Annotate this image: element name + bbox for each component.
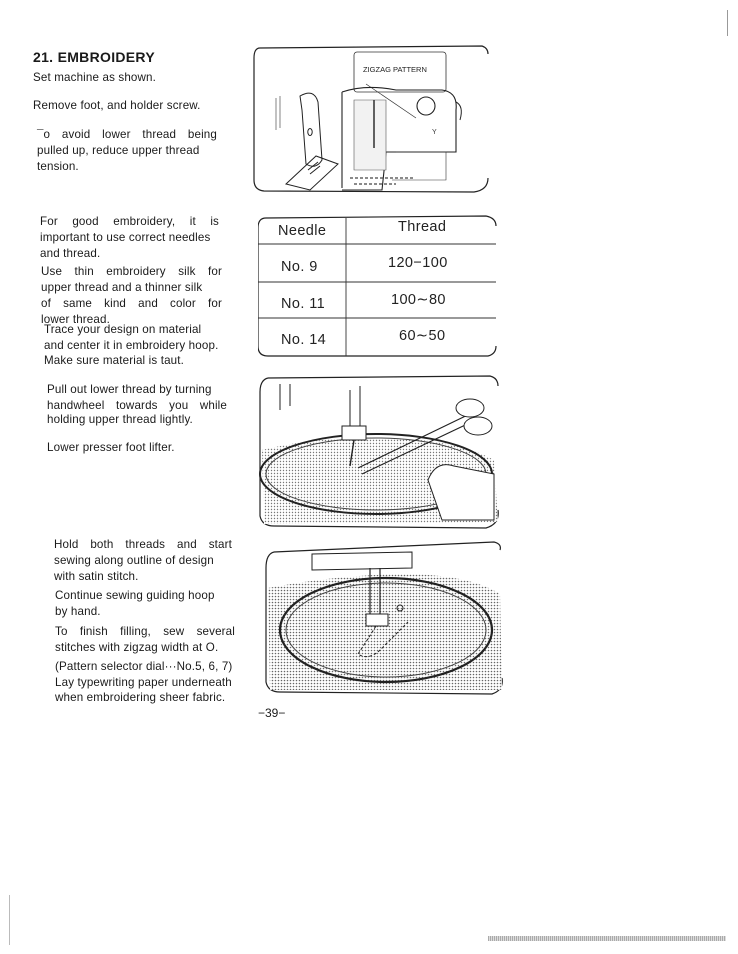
step-avoid-line-2: pulled up, reduce upper thread xyxy=(37,144,200,157)
step-pull-line-3: holding upper thread lightly. xyxy=(47,413,193,426)
step-good-line-3: and thread. xyxy=(40,247,101,260)
section-number: 21. xyxy=(33,49,54,65)
table-thread-100-80: 100∼80 xyxy=(391,292,446,308)
table-header-thread: Thread xyxy=(398,219,447,235)
figure-machine-setup xyxy=(246,40,492,198)
step-trace-line-2: and center it in embroidery hoop. xyxy=(44,339,219,352)
step-lower-lifter: Lower presser foot lifter. xyxy=(47,441,175,454)
step-good-line-2: important to use correct needles xyxy=(40,231,211,244)
figure-hoop-scissors xyxy=(258,370,502,530)
step-pull-line-2: handwheel towards you while xyxy=(47,399,227,412)
page-edge-mark xyxy=(727,10,728,36)
step-silk-line-3: of same kind and color for xyxy=(41,297,222,310)
step-silk-line-1: Use thin embroidery silk for xyxy=(41,265,222,278)
step-silk-line-4: lower thread. xyxy=(41,313,110,326)
needle-thread-table xyxy=(258,214,496,357)
table-thread-120-100: 120−100 xyxy=(388,255,448,271)
step-remove-foot: Remove foot, and holder screw. xyxy=(33,99,201,112)
table-needle-no9: No. 9 xyxy=(281,259,318,275)
step-pull-line-1: Pull out lower thread by turning xyxy=(47,383,212,396)
page-edge-mark-left xyxy=(9,895,10,945)
section-heading: EMBROIDERY xyxy=(57,49,155,65)
table-thread-60-50: 60∼50 xyxy=(399,328,446,344)
zigzag-pattern-callout: ZIGZAG PATTERN xyxy=(363,65,427,74)
section-title xyxy=(33,49,155,65)
step-avoid-line-1: ¯o avoid lower thread being xyxy=(37,128,217,141)
step-continue-line-2: by hand. xyxy=(55,605,101,618)
step-taut: Make sure material is taut. xyxy=(44,354,185,367)
step-hold-line-2: sewing along outline of design xyxy=(54,554,214,567)
table-needle-no14: No. 14 xyxy=(281,332,327,348)
step-avoid-line-3: tension. xyxy=(37,160,79,173)
table-header-needle: Needle xyxy=(278,223,327,239)
step-hold-line-1: Hold both threads and start xyxy=(54,538,232,551)
step-trace-line-1: Trace your design on material xyxy=(44,323,202,336)
step-finish-line-2: stitches with zigzag width at O. xyxy=(55,641,219,654)
step-finish-line-1: To finish filling, sew several xyxy=(55,625,235,638)
step-lay-line-2: when embroidering sheer fabric. xyxy=(55,691,226,704)
step-set-machine: Set machine as shown. xyxy=(33,71,157,84)
svg-text:Y: Y xyxy=(432,129,437,136)
page-number: −39− xyxy=(258,706,286,720)
step-silk-line-2: upper thread and a thinner silk xyxy=(41,281,203,294)
step-good-line-1: For good embroidery, it is xyxy=(40,215,219,228)
figure-hoop-sewing xyxy=(262,538,506,698)
step-lay-line-1: Lay typewriting paper underneath xyxy=(55,676,232,689)
step-hold-line-3: with satin stitch. xyxy=(54,570,139,583)
step-continue-line-1: Continue sewing guiding hoop xyxy=(55,589,215,602)
table-needle-no11: No. 11 xyxy=(281,296,326,312)
step-finish-line-3: (Pattern selector dial···No.5, 6, 7) xyxy=(55,660,233,673)
scan-strip xyxy=(488,936,726,941)
